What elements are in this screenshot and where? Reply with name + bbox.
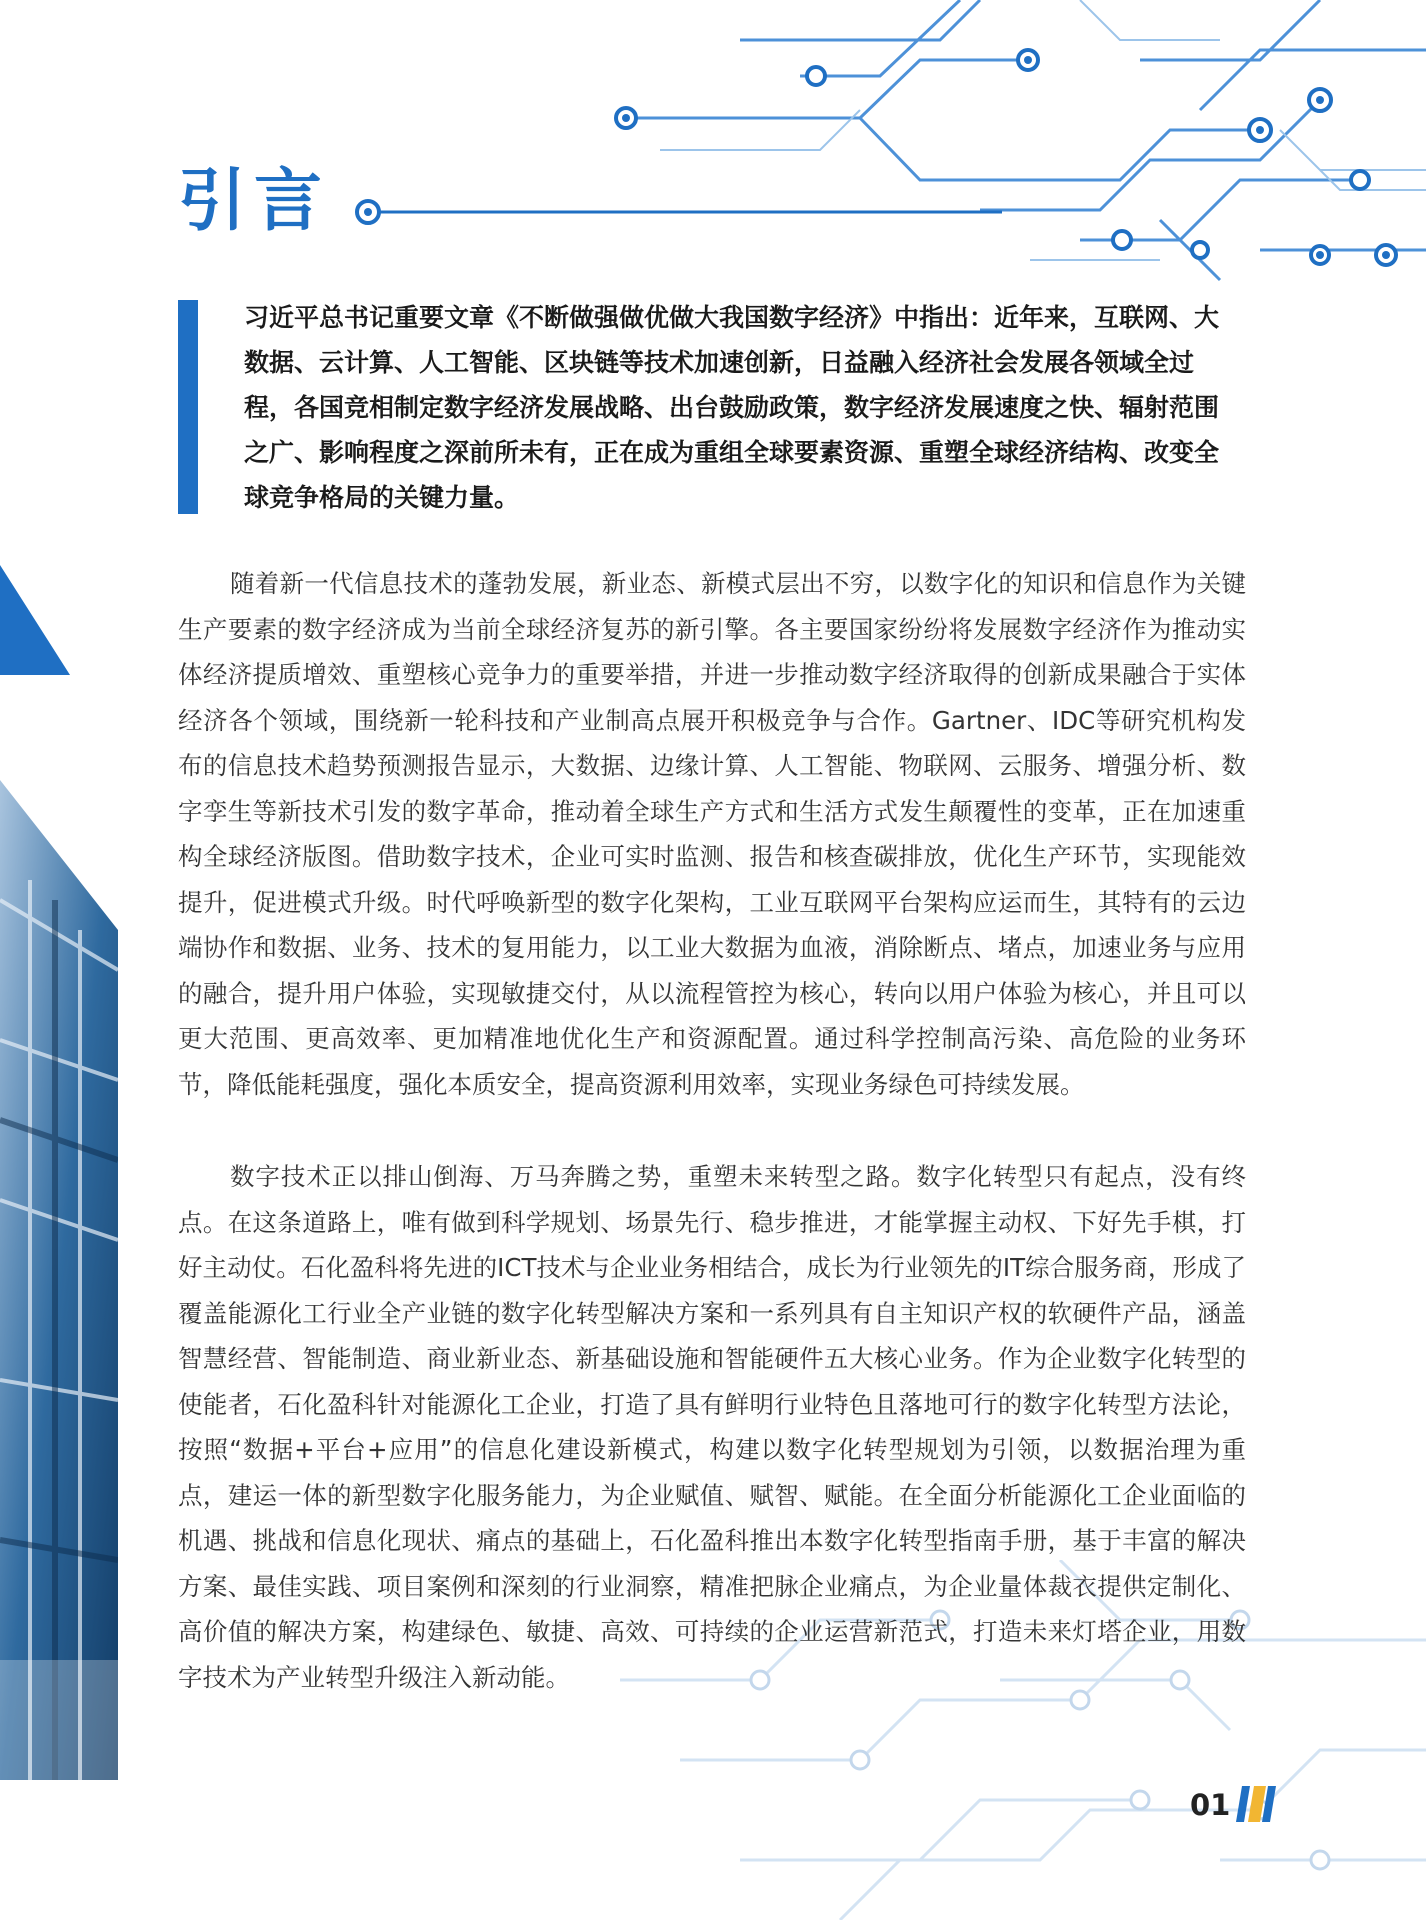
body-paragraph-2: 数字技术正以排山倒海、万马奔腾之势，重塑未来转型之路。数字化转型只有起点，没有终点。在这条道路上，唯有做到科学规划、场景先行、稳步推进，才能掌握主动权、下好先手棋，打好主动仗。石化盈科将先进的ICT技术与企业业务相结合，成长为行业领先的IT综合服务商，形成了覆盖能源化工行业全产业链的数字化转型解决方案和一系列具有自主知识产权的软硬件产品，涵盖智慧经营、智能制造、商业新业态、新基础设施和智能硬件五大核心业务。作为企业数字化转型的使能者，石化盈科针对能源化工企业，打造了具有鲜明行业特色且落地可行的数字化转型方法论，按照“数据+平台+应用”的信息化建设新模式，构建以数字化转型规划为引领，以数据治理为重点，建运一体的新型数字化服务能力，为企业赋值、赋智、赋能。在全面分析能源化工企业面临的机遇、挑战和信息化现状、痛点的基础上，石化盈科推出本数字化转型指南手册，基于丰富的解决方案、最佳实践、项目案例和深刻的行业洞察，精准把脉企业痛点，为企业量体裁衣提供定制化、高价值的解决方案，构建绿色、敏捷、高效、可持续的企业运营新范式，打造未来灯塔企业，用数字技术为产业转型升级注入新动能。: [178, 1162, 1246, 1692]
brand-logo-icon: [1236, 1786, 1276, 1822]
body-paragraph-1: 随着新一代信息技术的蓬勃发展，新业态、新模式层出不穷，以数字化的知识和信息作为关键生产要素的数字经济成为当前全球经济复苏的新引擎。各主要国家纷纷将发展数字经济作为推动实体经济提质增效、重塑核心竞争力的重要举措，并进一步推动数字经济取得的创新成果融合于实体经济各个领域，围绕新一轮科技和产业制高点展开积极竞争与合作。Gartner、IDC等研究机构发布的信息技术趋势预测报告显示，大数据、边缘计算、人工智能、物联网、云服务、增强分析、数字孪生等新技术引发的数字革命，推动着全球生产方式和生活方式发生颠覆性的变革，正在加速重构全球经济版图。借助数字技术，企业可实时监测、报告和核查碳排放，优化生产环节，实现能效提升，促进模式升级。时代呼唤新型的数字化架构，工业互联网平台架构应运而生，其特有的云边端协作和数据、业务、技术的复用能力，以工业大数据为血液，消除断点、堵点，加速业务与应用的融合，提升用户体验，实现敏捷交付，从以流程管控为核心，转向以用户体验为核心，并且可以更大范围、更高效率、更加精准地优化生产和资源配置。通过科学控制高污染、高危险的业务环节，降低能耗强度，强化本质安全，提高资源利用效率，实现业务绿色可持续发展。: [178, 569, 1246, 1099]
circuit-decoration-top: [560, 0, 1426, 290]
page-title: 引言: [178, 162, 331, 241]
page-number: 01: [1190, 1788, 1231, 1822]
quote-accent-bar: [178, 300, 198, 514]
left-triangle-decoration: [0, 565, 70, 675]
industrial-photo-strip: [0, 780, 118, 1780]
title-connector-line: [352, 196, 1002, 228]
lead-quote: 习近平总书记重要文章《不断做强做优做大我国数字经济》中指出：近年来，互联网、大数据、云计算、人工智能、区块链等技术加速创新，日益融入经济社会发展各领域全过程，各国竞相制定数字经济发展战略、出台鼓励政策，数字经济发展速度之快、辐射范围之广、影响程度之深前所未有，正在成为重组全球要素资源、重塑全球经济结构、改变全球竞争格局的关键力量。: [244, 303, 1220, 512]
